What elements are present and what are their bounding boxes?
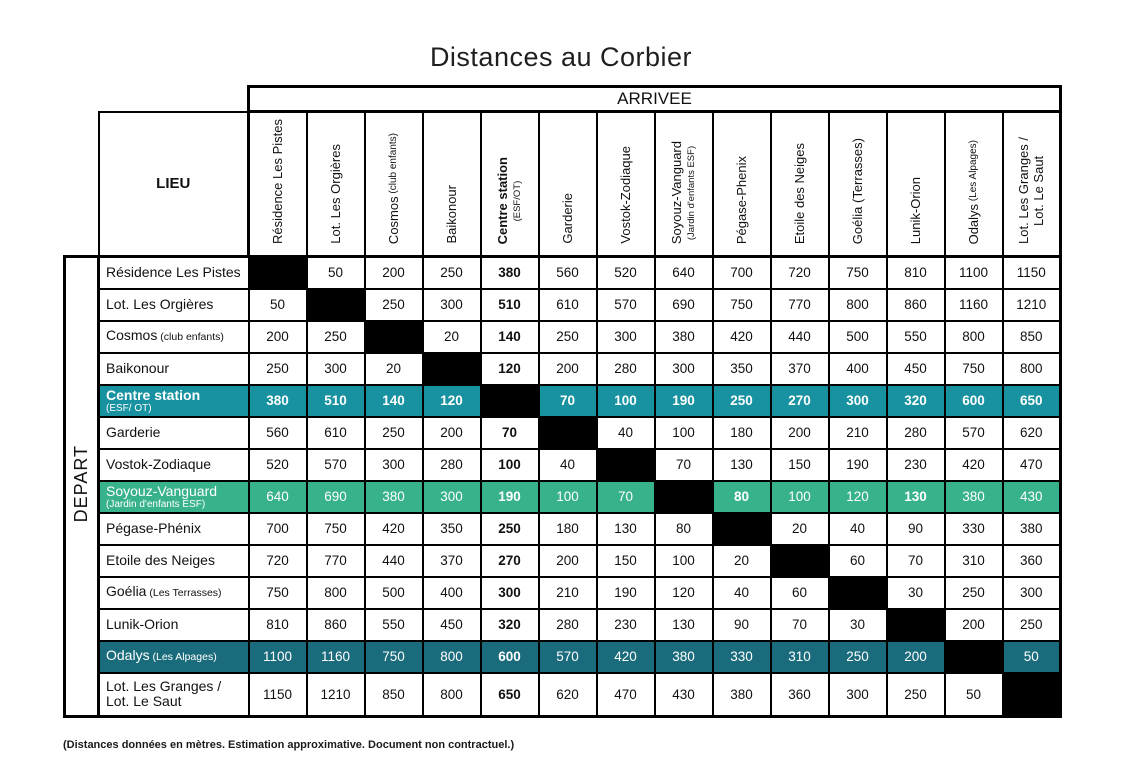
distance-cell: 40 <box>597 417 655 449</box>
distance-cell: 330 <box>945 513 1003 545</box>
distance-cell: 440 <box>771 321 829 353</box>
row-label: Vostok-Zodiaque <box>99 449 249 481</box>
distance-cell: 300 <box>597 321 655 353</box>
diagonal-cell <box>365 321 423 353</box>
row-label: Résidence Les Pistes <box>99 257 249 289</box>
distance-cell: 810 <box>249 609 307 641</box>
distance-cell: 350 <box>713 353 771 385</box>
table-row <box>65 545 1061 577</box>
distance-cell: 270 <box>771 385 829 417</box>
depart-blank <box>65 112 99 257</box>
distance-cell: 570 <box>945 417 1003 449</box>
distance-cell: 120 <box>655 577 713 609</box>
distance-cell: 200 <box>249 321 307 353</box>
distance-cell: 20 <box>423 321 481 353</box>
distance-cell: 280 <box>423 449 481 481</box>
distance-cell: 50 <box>945 673 1003 717</box>
distance-cell: 130 <box>597 513 655 545</box>
distance-cell: 500 <box>829 321 887 353</box>
distance-cell: 140 <box>481 321 539 353</box>
distance-cell: 330 <box>713 641 771 673</box>
column-header: Résidence Les Pistes <box>249 112 307 257</box>
distance-cell: 860 <box>307 609 365 641</box>
distance-cell: 310 <box>771 641 829 673</box>
distance-cell: 500 <box>365 577 423 609</box>
distance-cell: 1160 <box>307 641 365 673</box>
distance-cell: 380 <box>365 481 423 513</box>
lieu-header: LIEU <box>99 112 249 257</box>
distance-cell: 800 <box>423 641 481 673</box>
distance-cell: 610 <box>307 417 365 449</box>
distance-cell: 70 <box>655 449 713 481</box>
distance-cell: 1210 <box>1003 289 1061 321</box>
row-label: Cosmos (club enfants) <box>99 321 249 353</box>
table-row <box>65 449 1061 481</box>
distance-cell: 40 <box>539 449 597 481</box>
table-row <box>65 577 1061 609</box>
distance-cell: 250 <box>423 257 481 289</box>
distance-cell: 720 <box>771 257 829 289</box>
distance-cell: 300 <box>829 673 887 717</box>
distance-cell: 300 <box>829 385 887 417</box>
distance-cell: 40 <box>829 513 887 545</box>
distance-cell: 750 <box>829 257 887 289</box>
distance-cell: 120 <box>423 385 481 417</box>
diagonal-cell <box>423 353 481 385</box>
column-header: Lot. Les Orgières <box>307 112 365 257</box>
distance-cell: 100 <box>655 545 713 577</box>
distance-cell: 800 <box>1003 353 1061 385</box>
distance-cell: 520 <box>249 449 307 481</box>
distance-cell: 150 <box>597 545 655 577</box>
distance-cell: 380 <box>655 321 713 353</box>
table-row <box>65 609 1061 641</box>
distance-cell: 770 <box>771 289 829 321</box>
distance-cell: 200 <box>365 257 423 289</box>
distance-cell: 750 <box>945 353 1003 385</box>
distance-cell: 250 <box>481 513 539 545</box>
distance-cell: 470 <box>1003 449 1061 481</box>
distance-cell: 100 <box>771 481 829 513</box>
table-row <box>65 257 1061 289</box>
distance-cell: 300 <box>1003 577 1061 609</box>
distance-cell: 140 <box>365 385 423 417</box>
distance-cell: 690 <box>307 481 365 513</box>
distance-cell: 1100 <box>945 257 1003 289</box>
row-label: Odalys (Les Alpages) <box>99 641 249 673</box>
distance-cell: 20 <box>771 513 829 545</box>
row-label: Lot. Les Orgières <box>99 289 249 321</box>
column-header: Etoile des Neiges <box>771 112 829 257</box>
distance-cell: 720 <box>249 545 307 577</box>
distance-cell: 800 <box>829 289 887 321</box>
distance-cell: 750 <box>307 513 365 545</box>
column-header: Cosmos (club enfants) <box>365 112 423 257</box>
column-header: Garderie <box>539 112 597 257</box>
distance-cell: 750 <box>365 641 423 673</box>
column-header: Lot. Les Granges / Lot. Le Saut <box>1003 112 1061 257</box>
diagonal-cell <box>655 481 713 513</box>
distance-cell: 420 <box>597 641 655 673</box>
distance-cell: 310 <box>945 545 1003 577</box>
distance-cell: 60 <box>771 577 829 609</box>
distance-cell: 190 <box>655 385 713 417</box>
distance-cell: 300 <box>481 577 539 609</box>
distance-cell: 450 <box>423 609 481 641</box>
table-row <box>65 321 1061 353</box>
distance-cell: 190 <box>481 481 539 513</box>
row-label: Centre station (ESF/ OT) <box>99 385 249 417</box>
distance-cell: 280 <box>597 353 655 385</box>
row-label: Lunik-Orion <box>99 609 249 641</box>
distance-cell: 90 <box>887 513 945 545</box>
distance-cell: 570 <box>597 289 655 321</box>
distance-cell: 600 <box>945 385 1003 417</box>
distance-cell: 180 <box>539 513 597 545</box>
depart-header: DEPART <box>65 257 99 717</box>
distance-cell: 250 <box>829 641 887 673</box>
distance-cell: 750 <box>713 289 771 321</box>
distance-cell: 210 <box>539 577 597 609</box>
table-row <box>65 481 1061 513</box>
distance-cell: 400 <box>423 577 481 609</box>
distance-cell: 230 <box>597 609 655 641</box>
diagonal-cell <box>481 385 539 417</box>
distance-cell: 640 <box>655 257 713 289</box>
distance-cell: 320 <box>481 609 539 641</box>
distance-cell: 280 <box>887 417 945 449</box>
distance-cell: 130 <box>887 481 945 513</box>
distance-cell: 250 <box>1003 609 1061 641</box>
diagonal-cell <box>887 609 945 641</box>
column-header: Goélia (Terrasses) <box>829 112 887 257</box>
distance-cell: 1150 <box>1003 257 1061 289</box>
distance-cell: 560 <box>249 417 307 449</box>
distance-cell: 430 <box>1003 481 1061 513</box>
distance-cell: 250 <box>249 353 307 385</box>
distance-cell: 250 <box>887 673 945 717</box>
distance-cell: 770 <box>307 545 365 577</box>
distance-cell: 860 <box>887 289 945 321</box>
distance-cell: 200 <box>539 545 597 577</box>
distance-cell: 560 <box>539 257 597 289</box>
column-header: Soyouz-Vanguard (Jardin d'enfants ESF) <box>655 112 713 257</box>
distance-cell: 150 <box>771 449 829 481</box>
distance-cell: 20 <box>713 545 771 577</box>
table-row <box>65 385 1061 417</box>
distance-cell: 470 <box>597 673 655 717</box>
distance-cell: 20 <box>365 353 423 385</box>
diagonal-cell <box>249 257 307 289</box>
distance-cell: 380 <box>945 481 1003 513</box>
distance-cell: 700 <box>713 257 771 289</box>
distance-cell: 200 <box>539 353 597 385</box>
distance-cell: 620 <box>539 673 597 717</box>
distance-cell: 400 <box>829 353 887 385</box>
distance-cell: 810 <box>887 257 945 289</box>
distance-cell: 650 <box>1003 385 1061 417</box>
distance-cell: 300 <box>655 353 713 385</box>
distance-cell: 600 <box>481 641 539 673</box>
distance-cell: 650 <box>481 673 539 717</box>
distance-cell: 70 <box>887 545 945 577</box>
distance-cell: 70 <box>481 417 539 449</box>
distance-cell: 300 <box>423 289 481 321</box>
distance-cell: 190 <box>829 449 887 481</box>
distance-table <box>63 85 1062 718</box>
distance-cell: 570 <box>307 449 365 481</box>
column-header-row <box>65 112 1061 257</box>
distance-cell: 380 <box>713 673 771 717</box>
distance-cell: 80 <box>655 513 713 545</box>
distance-cell: 80 <box>713 481 771 513</box>
page-title: Distances au Corbier <box>429 42 693 72</box>
footer-note: (Distances données en mètres. Estimation approximative. Document non contractuel.) <box>63 739 515 751</box>
distance-cell: 300 <box>423 481 481 513</box>
distance-cell: 1100 <box>249 641 307 673</box>
diagonal-cell <box>539 417 597 449</box>
distance-cell: 550 <box>365 609 423 641</box>
distance-cell: 370 <box>771 353 829 385</box>
column-header: Baikonour <box>423 112 481 257</box>
distance-cell: 130 <box>713 449 771 481</box>
diagonal-cell <box>829 577 887 609</box>
distance-cell: 300 <box>365 449 423 481</box>
distance-cell: 230 <box>887 449 945 481</box>
distance-cell: 610 <box>539 289 597 321</box>
row-label: Soyouz-Vanguard (Jardin d'enfants ESF) <box>99 481 249 513</box>
distance-cell: 120 <box>829 481 887 513</box>
distance-cell: 450 <box>887 353 945 385</box>
distance-cell: 40 <box>713 577 771 609</box>
diagonal-cell <box>713 513 771 545</box>
distance-cell: 360 <box>771 673 829 717</box>
distance-cell: 690 <box>655 289 713 321</box>
column-header: Odalys (Les Alpages) <box>945 112 1003 257</box>
distance-cell: 380 <box>1003 513 1061 545</box>
arrivee-header: ARRIVEE <box>249 87 1061 112</box>
distance-cell: 800 <box>307 577 365 609</box>
distance-cell: 130 <box>655 609 713 641</box>
distance-cell: 70 <box>771 609 829 641</box>
distance-cell: 50 <box>1003 641 1061 673</box>
distance-cell: 430 <box>655 673 713 717</box>
column-header: Pégase-Phenix <box>713 112 771 257</box>
row-label: Goélia (Les Terrasses) <box>99 577 249 609</box>
diagonal-cell <box>945 641 1003 673</box>
distance-cell: 180 <box>713 417 771 449</box>
distance-cell: 200 <box>771 417 829 449</box>
column-header: Lunik-Orion <box>887 112 945 257</box>
distance-cell: 320 <box>887 385 945 417</box>
distance-cell: 30 <box>887 577 945 609</box>
distance-cell: 420 <box>713 321 771 353</box>
distance-cell: 570 <box>539 641 597 673</box>
distance-cell: 360 <box>1003 545 1061 577</box>
distance-cell: 190 <box>597 577 655 609</box>
diagonal-cell <box>1003 673 1061 717</box>
distance-cell: 440 <box>365 545 423 577</box>
distance-cell: 800 <box>423 673 481 717</box>
table-row <box>65 417 1061 449</box>
distance-cell: 250 <box>713 385 771 417</box>
row-label: Baikonour <box>99 353 249 385</box>
distance-cell: 350 <box>423 513 481 545</box>
distance-cell: 200 <box>423 417 481 449</box>
distance-cell: 380 <box>481 257 539 289</box>
distance-cell: 50 <box>249 289 307 321</box>
column-header: Vostok-Zodiaque <box>597 112 655 257</box>
row-label: Garderie <box>99 417 249 449</box>
table-row <box>65 289 1061 321</box>
distance-cell: 420 <box>365 513 423 545</box>
distance-cell: 1210 <box>307 673 365 717</box>
distance-cell: 510 <box>481 289 539 321</box>
distance-cell: 520 <box>597 257 655 289</box>
distance-cell: 60 <box>829 545 887 577</box>
distance-cell: 640 <box>249 481 307 513</box>
arrivee-row <box>65 87 1061 112</box>
diagonal-cell <box>771 545 829 577</box>
distance-cell: 100 <box>655 417 713 449</box>
row-label: Etoile des Neiges <box>99 545 249 577</box>
diagonal-cell <box>307 289 365 321</box>
distance-cell: 100 <box>597 385 655 417</box>
distance-cell: 510 <box>307 385 365 417</box>
distance-cell: 380 <box>655 641 713 673</box>
distance-cell: 850 <box>1003 321 1061 353</box>
distance-cell: 200 <box>887 641 945 673</box>
distance-cell: 850 <box>365 673 423 717</box>
column-header: Centre station (ESF/OT) <box>481 112 539 257</box>
table-row <box>65 513 1061 545</box>
distance-cell: 370 <box>423 545 481 577</box>
distance-cell: 280 <box>539 609 597 641</box>
distance-cell: 250 <box>945 577 1003 609</box>
distance-cell: 700 <box>249 513 307 545</box>
corner-blank <box>65 87 249 112</box>
distance-cell: 250 <box>539 321 597 353</box>
distance-cell: 620 <box>1003 417 1061 449</box>
table-row <box>65 353 1061 385</box>
distance-cell: 380 <box>249 385 307 417</box>
distance-cell: 750 <box>249 577 307 609</box>
distance-cell: 800 <box>945 321 1003 353</box>
distance-cell: 420 <box>945 449 1003 481</box>
distance-cell: 550 <box>887 321 945 353</box>
table-row <box>65 641 1061 673</box>
distance-cell: 270 <box>481 545 539 577</box>
row-label: Pégase-Phénix <box>99 513 249 545</box>
diagonal-cell <box>597 449 655 481</box>
row-label: Lot. Les Granges / Lot. Le Saut <box>99 673 249 717</box>
distance-cell: 90 <box>713 609 771 641</box>
distance-cell: 100 <box>539 481 597 513</box>
distance-cell: 70 <box>539 385 597 417</box>
distance-cell: 100 <box>481 449 539 481</box>
distance-cell: 120 <box>481 353 539 385</box>
distance-cell: 1160 <box>945 289 1003 321</box>
distance-cell: 250 <box>307 321 365 353</box>
distance-cell: 250 <box>365 289 423 321</box>
distance-cell: 210 <box>829 417 887 449</box>
distance-cell: 200 <box>945 609 1003 641</box>
distance-cell: 30 <box>829 609 887 641</box>
distance-cell: 250 <box>365 417 423 449</box>
distance-cell: 70 <box>597 481 655 513</box>
distance-cell: 300 <box>307 353 365 385</box>
distance-cell: 50 <box>307 257 365 289</box>
table-row <box>65 673 1061 717</box>
distance-cell: 1150 <box>249 673 307 717</box>
